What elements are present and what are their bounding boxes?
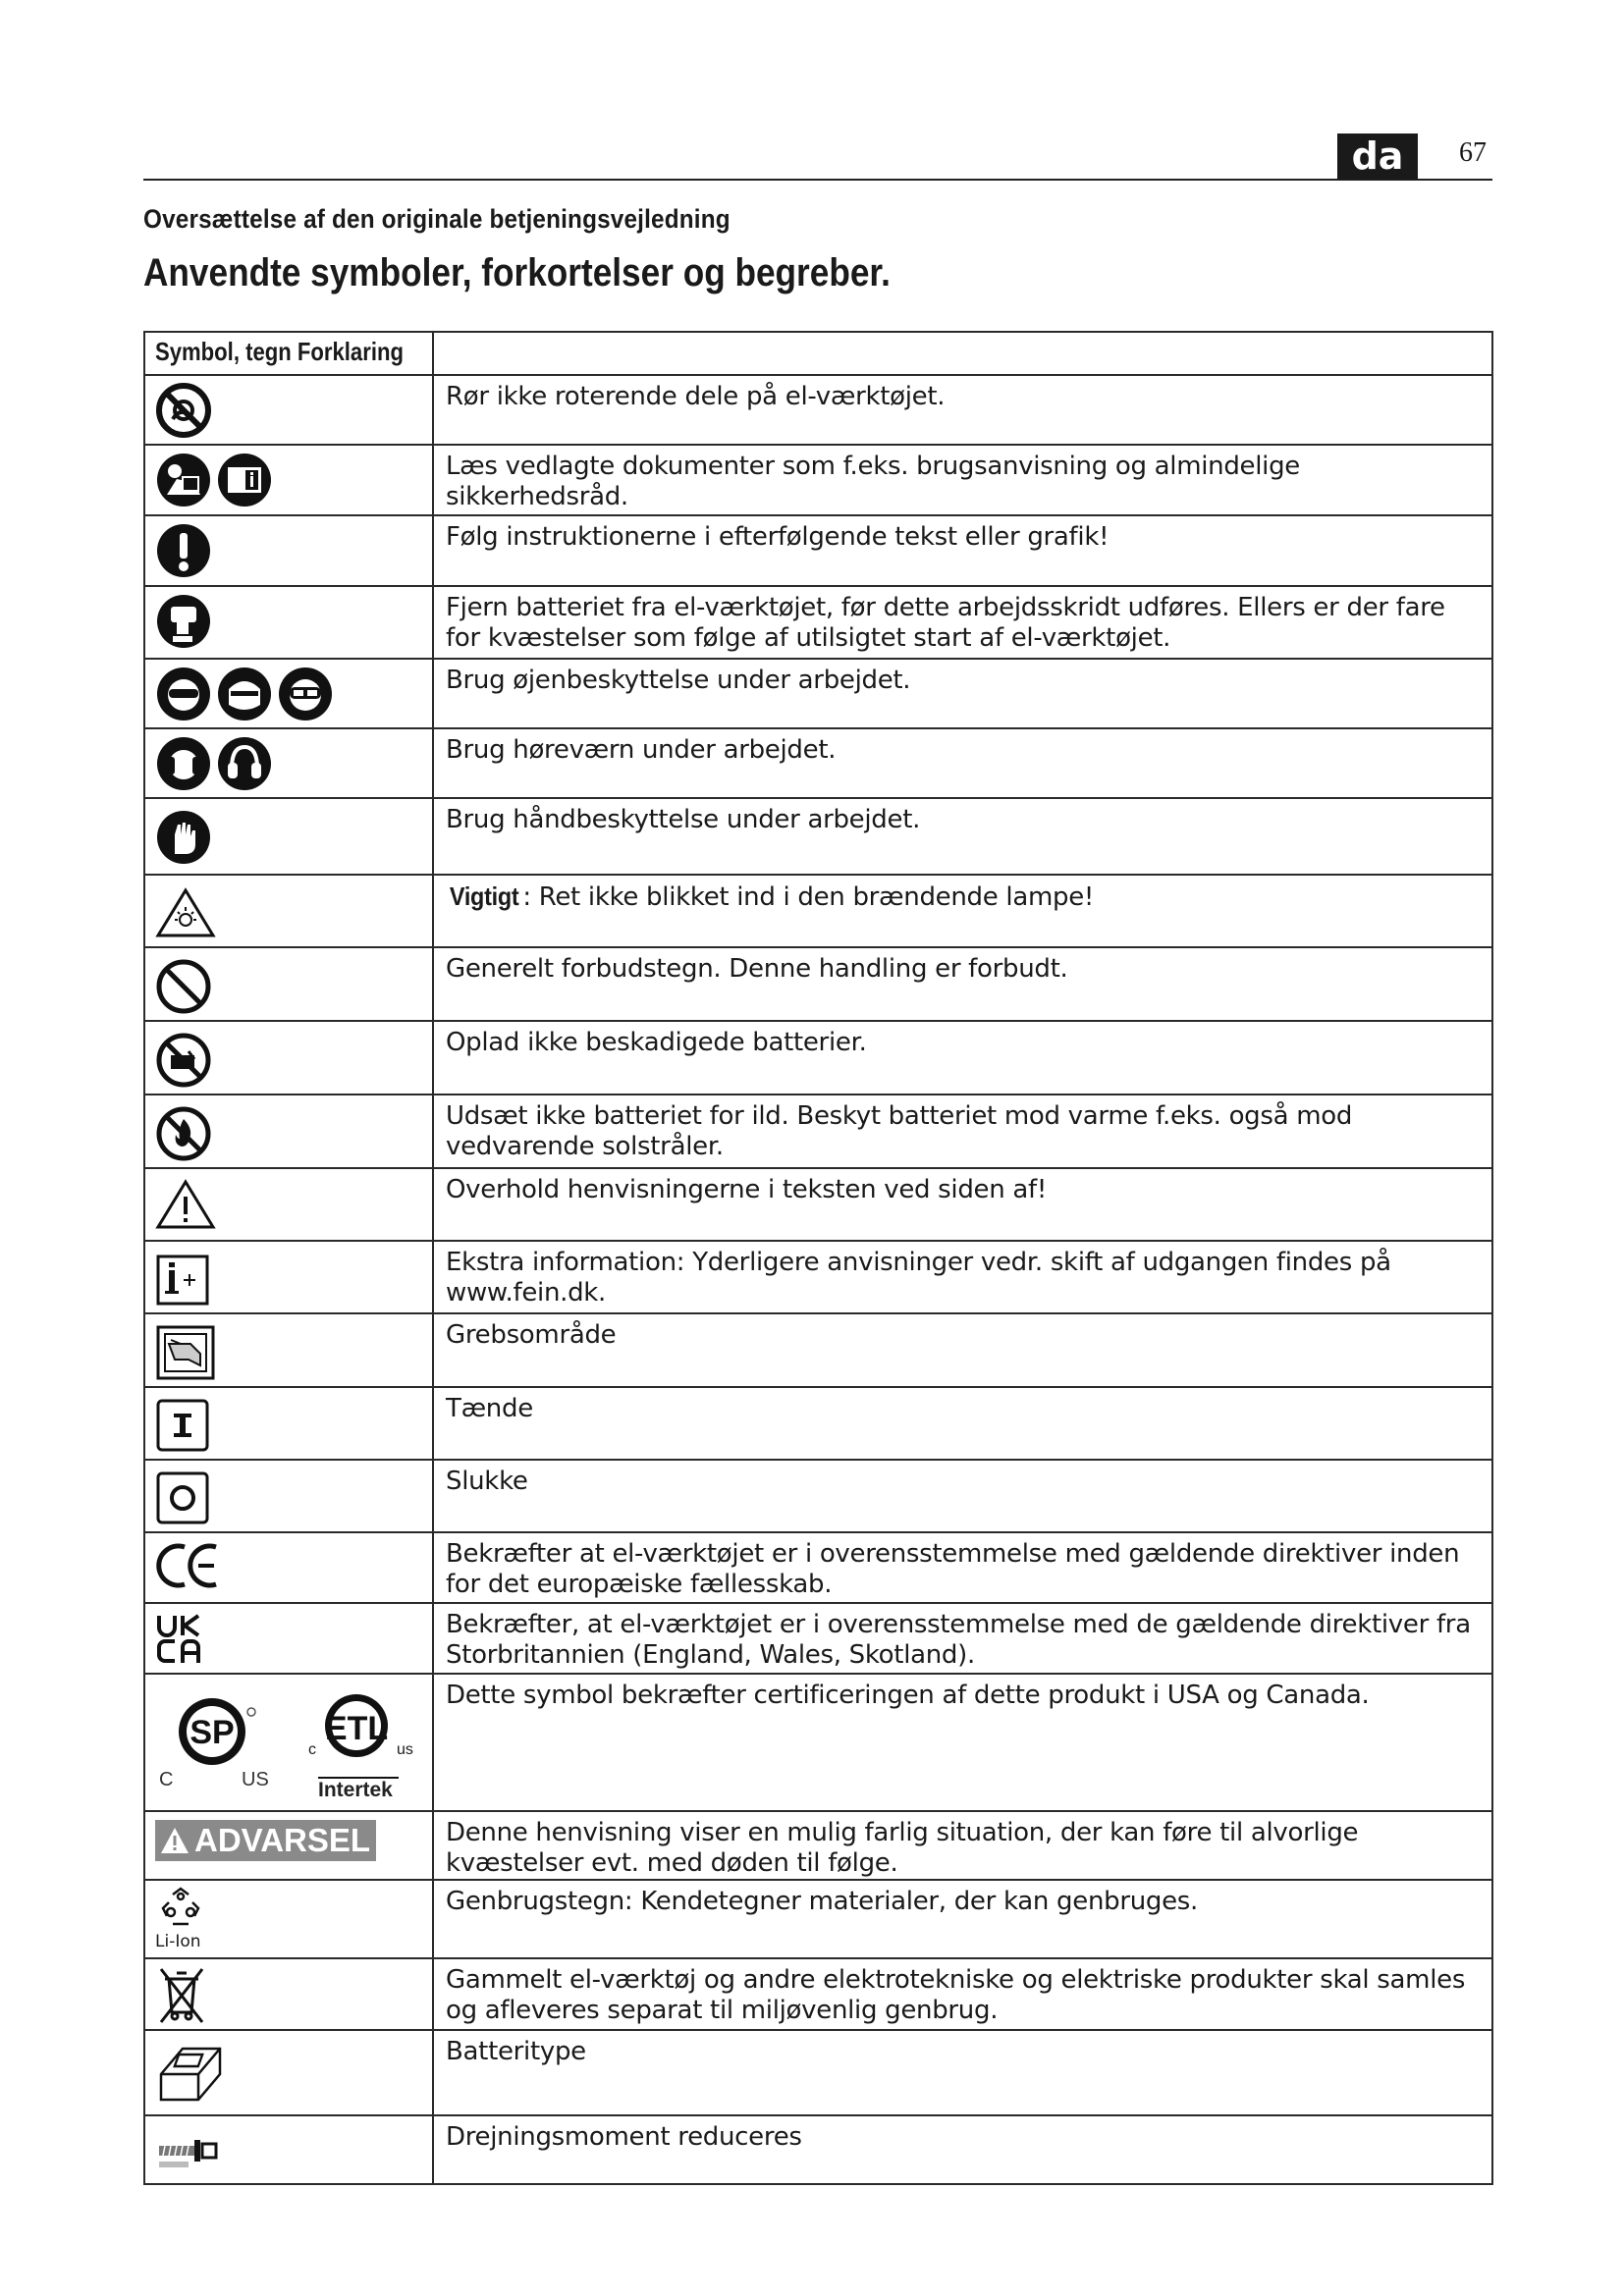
table-row <box>144 1880 1492 1958</box>
symbol-cell <box>144 875 433 947</box>
description-cell: Generelt forbudstegn. Denne handling er forbudt. <box>433 947 1492 1021</box>
table-row <box>144 445 1492 515</box>
page-title: Anvendte symboler, forkortelser og begreber. <box>143 251 891 294</box>
symbol-cell <box>144 1241 433 1313</box>
eye-protection-icon <box>155 666 212 727</box>
advarsel-signal-icon <box>155 1820 376 1861</box>
do-not-touch-rotating-icon <box>155 382 212 444</box>
no-fire-battery-icon <box>155 1105 212 1167</box>
symbol-cell <box>144 1021 433 1095</box>
grip-area-icon <box>155 1324 216 1386</box>
symbol-cell <box>144 1095 433 1168</box>
symbol-cell <box>144 1168 433 1241</box>
table-row <box>144 1532 1492 1603</box>
table-row <box>144 1095 1492 1168</box>
lamp-warning-icon <box>155 887 216 943</box>
description-cell: Slukke <box>433 1460 1492 1532</box>
extra-info-icon <box>155 1254 210 1311</box>
recycling-liion-icon <box>159 1885 202 1939</box>
svg-text:SP: SP <box>189 1714 235 1751</box>
description-cell: Oplad ikke beskadigede batterier. <box>433 1021 1492 1095</box>
mandatory-instruction-icon <box>155 522 212 584</box>
ear-muffs-icon <box>216 735 273 797</box>
important-label: Vigtigt <box>449 881 519 911</box>
battery-type-icon <box>155 2039 226 2114</box>
remove-battery-icon <box>155 593 212 655</box>
table-header-cell: Symbol, tegn Forklaring <box>144 332 433 375</box>
table-row <box>144 586 1492 659</box>
csa-c-label: C <box>159 1769 174 1790</box>
weee-bin-icon <box>155 1965 208 2029</box>
symbol-cell <box>144 1313 433 1387</box>
symbol-cell <box>144 1532 433 1603</box>
table-row <box>144 1603 1492 1674</box>
no-damaged-battery-icon <box>155 1032 212 1094</box>
symbol-cell <box>144 515 433 586</box>
table-row <box>144 1021 1492 1095</box>
safety-goggles-icon <box>277 666 334 727</box>
symbol-cell <box>144 1603 433 1674</box>
table-row <box>144 659 1492 728</box>
symbol-cell <box>144 2115 433 2184</box>
table-row <box>144 1313 1492 1387</box>
svg-text:ETL: ETL <box>324 1710 389 1747</box>
symbol-cell <box>144 1958 433 2030</box>
symbol-cell <box>144 586 433 659</box>
description-cell: Bekræfter, at el-værktøjet er i overensstemmelse med de gældende direktiver fra Storbritannien (England, Wales, Skotland). <box>433 1603 1492 1674</box>
ear-protection-icon <box>155 735 212 797</box>
csa-us-label: US <box>242 1769 269 1790</box>
hand-protection-icon <box>155 809 212 871</box>
symbol-cell <box>144 1811 433 1880</box>
page-number: 67 <box>1459 137 1487 168</box>
description-cell: Læs vedlagte dokumenter som f.eks. brugsanvisning og almindelige sikkerhedsråd. <box>433 445 1492 515</box>
prohibition-icon <box>155 958 212 1020</box>
description-cell: Brug håndbeskyttelse under arbejdet. <box>433 798 1492 875</box>
symbol-cell <box>144 445 433 515</box>
description-cell: Dette symbol bekræfter certificeringen af dette produkt i USA og Canada. <box>433 1674 1492 1811</box>
description-cell: Bekræfter at el-værktøjet er i overensstemmelse med gældende direktiver inden for det europæiske fællesskab. <box>433 1532 1492 1603</box>
table-header-empty <box>433 332 1492 375</box>
description-cell: Brug øjenbeskyttelse under arbejdet. <box>433 659 1492 728</box>
table-row <box>144 375 1492 445</box>
symbol-cell <box>144 1880 433 1958</box>
description-cell: Overhold henvisningerne i teksten ved siden af! <box>433 1168 1492 1241</box>
description-cell: Denne henvisning viser en mulig farlig situation, der kan føre til alvorlige kvæstelser evt. med døden til følge. <box>433 1811 1492 1880</box>
etl-c-label: c <box>308 1741 316 1758</box>
table-row <box>144 875 1492 947</box>
description-cell: Tænde <box>433 1387 1492 1460</box>
table-row <box>144 798 1492 875</box>
switch-off-icon <box>155 1470 210 1530</box>
table-row <box>144 2030 1492 2115</box>
table-row <box>144 1241 1492 1313</box>
table-row <box>144 1674 1492 1811</box>
description-cell: Rør ikke roterende dele på el-værktøjet. <box>433 375 1492 445</box>
description-cell: Ekstra information: Yderligere anvisninger vedr. skift af udgangen findes på www.fein.dk. <box>433 1241 1492 1313</box>
description-cell: Drejningsmoment reduceres <box>433 2115 1492 2184</box>
symbol-cell <box>144 375 433 445</box>
description-cell: Grebsområde <box>433 1313 1492 1387</box>
description-cell: Følg instruktionerne i efterfølgende tekst eller grafik! <box>433 515 1492 586</box>
symbol-cell <box>144 1387 433 1460</box>
symbol-cell <box>144 2030 433 2115</box>
table-row <box>144 1168 1492 1241</box>
table-header-row <box>144 332 1492 375</box>
table-row <box>144 1460 1492 1532</box>
header-rule <box>143 179 1492 181</box>
table-row <box>144 1958 1492 2030</box>
description-cell: Vigtigt : Ret ikke blikket ind i den brændende lampe! <box>433 875 1492 947</box>
symbol-cell <box>144 728 433 798</box>
symbol-table <box>143 331 1493 2185</box>
read-info-icon <box>216 452 273 513</box>
table-row <box>144 1387 1492 1460</box>
symbol-cell <box>144 798 433 875</box>
switch-on-icon <box>155 1398 210 1458</box>
description-cell: Brug høreværn under arbejdet. <box>433 728 1492 798</box>
table-row <box>144 515 1492 586</box>
description-cell: Udsæt ikke batteriet for ild. Beskyt batteriet mod varme f.eks. også mod vedvarende solstråler. <box>433 1095 1492 1168</box>
read-manual-icon <box>155 452 212 513</box>
language-badge: da <box>1337 133 1418 180</box>
ukca-mark-icon <box>155 1612 202 1672</box>
document-subtitle: Oversættelse af den originale betjeningsvejledning <box>143 204 731 234</box>
symbol-cell <box>144 1674 433 1811</box>
table-row <box>144 2115 1492 2184</box>
description-cell: Gammelt el-værktøj og andre elektrotekniske og elektriske produkter skal samles og afleveres separat til miljøvenlig genbrug. <box>433 1958 1492 2030</box>
symbol-cell <box>144 1460 433 1532</box>
etl-us-label: us <box>397 1741 413 1758</box>
intertek-label: Intertek <box>318 1779 393 1801</box>
description-cell: Batteritype <box>433 2030 1492 2115</box>
reduce-torque-icon <box>155 2132 226 2176</box>
advarsel-label: ADVARSEL <box>194 1822 371 1858</box>
recycle-liion-label: Li-Ion <box>155 1932 201 1951</box>
table-row <box>144 947 1492 1021</box>
warning-triangle-icon <box>155 1179 216 1235</box>
face-shield-icon <box>216 666 273 727</box>
description-cell: Fjern batteriet fra el-værktøjet, før dette arbejdsskridt udføres. Ellers er der fare for kvæstelser som følge af utilsigtet start af el-værktøjet. <box>433 586 1492 659</box>
ce-mark-icon <box>155 1541 226 1595</box>
symbol-cell <box>144 659 433 728</box>
symbol-cell <box>144 947 433 1021</box>
table-row <box>144 1811 1492 1880</box>
table-row <box>144 728 1492 798</box>
description-cell: Genbrugstegn: Kendetegner materialer, der kan genbruges. <box>433 1880 1492 1958</box>
etl-mark-icon <box>312 1688 401 1772</box>
